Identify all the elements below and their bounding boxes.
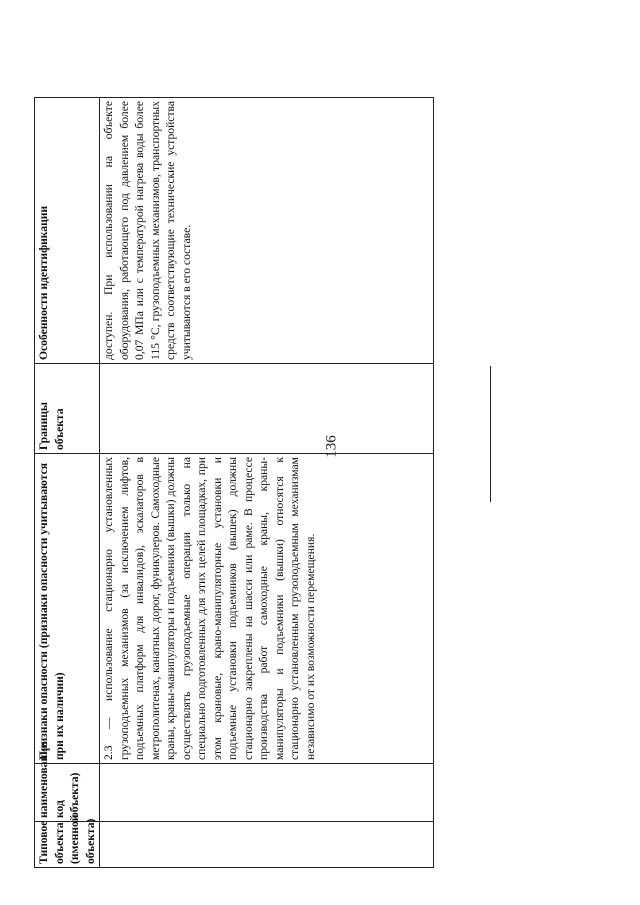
page-number: 136 xyxy=(323,435,340,458)
header-name-code: наименование код объекта) xyxy=(35,764,100,822)
divider-line xyxy=(490,366,491,502)
cell-object-boundaries xyxy=(100,364,434,454)
header-typical-name: Типовое объекта (именной объекта) xyxy=(35,822,100,868)
rotated-page-content xyxy=(34,98,434,868)
cell-typical-name xyxy=(100,822,434,868)
table-row xyxy=(100,98,434,868)
header-object-boundaries: Границы объекта xyxy=(35,364,100,454)
header-hazard-signs: Признаки опасности (признаки опасности учитываются при их наличии) xyxy=(35,454,100,764)
identification-table xyxy=(34,97,434,868)
cell-identification-features: доступен. При использовании на объекте оборудования, работающего под давлением более 0,07 МПа или с температурой нагрева воды более 115 °С, грузоподъемных механизмов, транспортных средств соответствующие технические устройства учитываются в его составе. xyxy=(100,98,434,364)
cell-hazard-signs: 2.3 — использование стационарно установленных грузоподъемных механизмов (за исключением лифтов, подъемных платформ для инвалидов), эскалаторов в метрополитенах, канатных дорог, фуникулеров. Самоходные краны, краны-манипуляторы и подъемники (вышки) должны осуществлять грузоподъемные операции только на специально подготовленных для этих целей площадках, при этом крановые, крано-манипуляторные установки и подъемные установки подъемников (вышек) должны стационарно закреплены на шасси или раме. В процессе производства работ самоходные краны, краны-манипуляторы и подъемники (вышки) относятся к стационарно установленным грузоподъемным механизмам независимо от их возможности перемещения. xyxy=(100,454,434,764)
cell-name-code xyxy=(100,764,434,822)
table-header-row xyxy=(35,98,100,868)
header-identification-features: Особенности идентификации xyxy=(35,98,100,364)
